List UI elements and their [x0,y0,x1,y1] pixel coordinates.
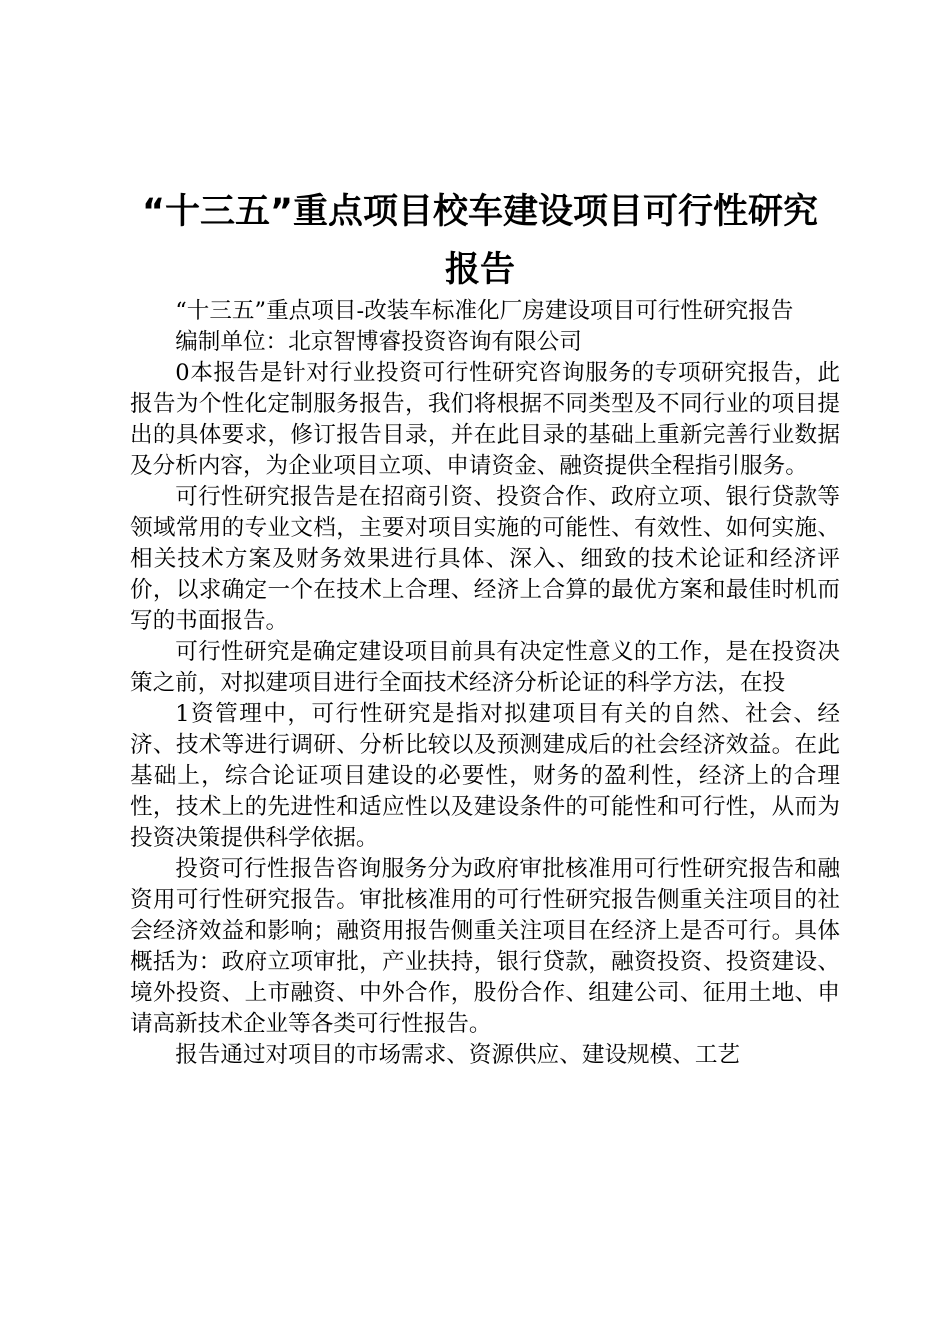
document-title-line-1: “十三五”重点项目校车建设项目可行性研究 [141,192,818,232]
subtitle-paragraph: “十三五”重点项目-改装车标准化厂房建设项目可行性研究报告 [175,298,794,324]
body-paragraph: 可行性研究报告是在招商引资、投资合作、政府立项、银行贷款等领域常用的专业文档，主要对项目实施的可能性、有效性、如何实施、相关技术方案及财务效果进行具体、深入、细致的技术论证和经济评价，以求确定一个在技术上合理、经济上合算的最优方案和最佳时机而写的书面报告。 [130,484,840,634]
document-title-line-2: 报告 [444,250,515,290]
body-paragraph: 报告通过对项目的市场需求、资源供应、建设规模、工艺 [175,1042,741,1068]
body-paragraph: 1资管理中，可行性研究是指对拟建项目有关的自然、社会、经济、技术等进行调研、分析比较以及预测建成后的社会经济效益。在此基础上，综合论证项目建设的必要性，财务的盈利性，经济上的合理性，技术上的先进性和适应性以及建设条件的可能性和可行性，从而为投资决策提供科学依据。 [130,701,840,851]
body-paragraph: 0本报告是针对行业投资可行性研究咨询服务的专项研究报告，此报告为个性化定制服务报告，我们将根据不同类型及不同行业的项目提出的具体要求，修订报告目录，并在此目录的基础上重新完善行业数据及分析内容，为企业项目立项、申请资金、融资提供全程指引服务。 [130,360,840,479]
document-body [130,296,840,1071]
author-paragraph: 编制单位：北京智博睿投资咨询有限公司 [175,329,582,355]
body-paragraph: 投资可行性报告咨询服务分为政府审批核准用可行性研究报告和融资用可行性研究报告。审批核准用的可行性研究报告侧重关注项目的社会经济效益和影响；融资用报告侧重关注项目在经济上是否可行。具体概括为：政府立项审批，产业扶持，银行贷款，融资投资、投资建设、境外投资、上市融资、中外合作，股份合作、组建公司、征用土地、申请高新技术企业等各类可行性报告。 [130,856,840,1037]
body-paragraph: 可行性研究是确定建设项目前具有决定性意义的工作，是在投资决策之前，对拟建项目进行全面技术经济分析论证的科学方法，在投 [130,639,840,696]
